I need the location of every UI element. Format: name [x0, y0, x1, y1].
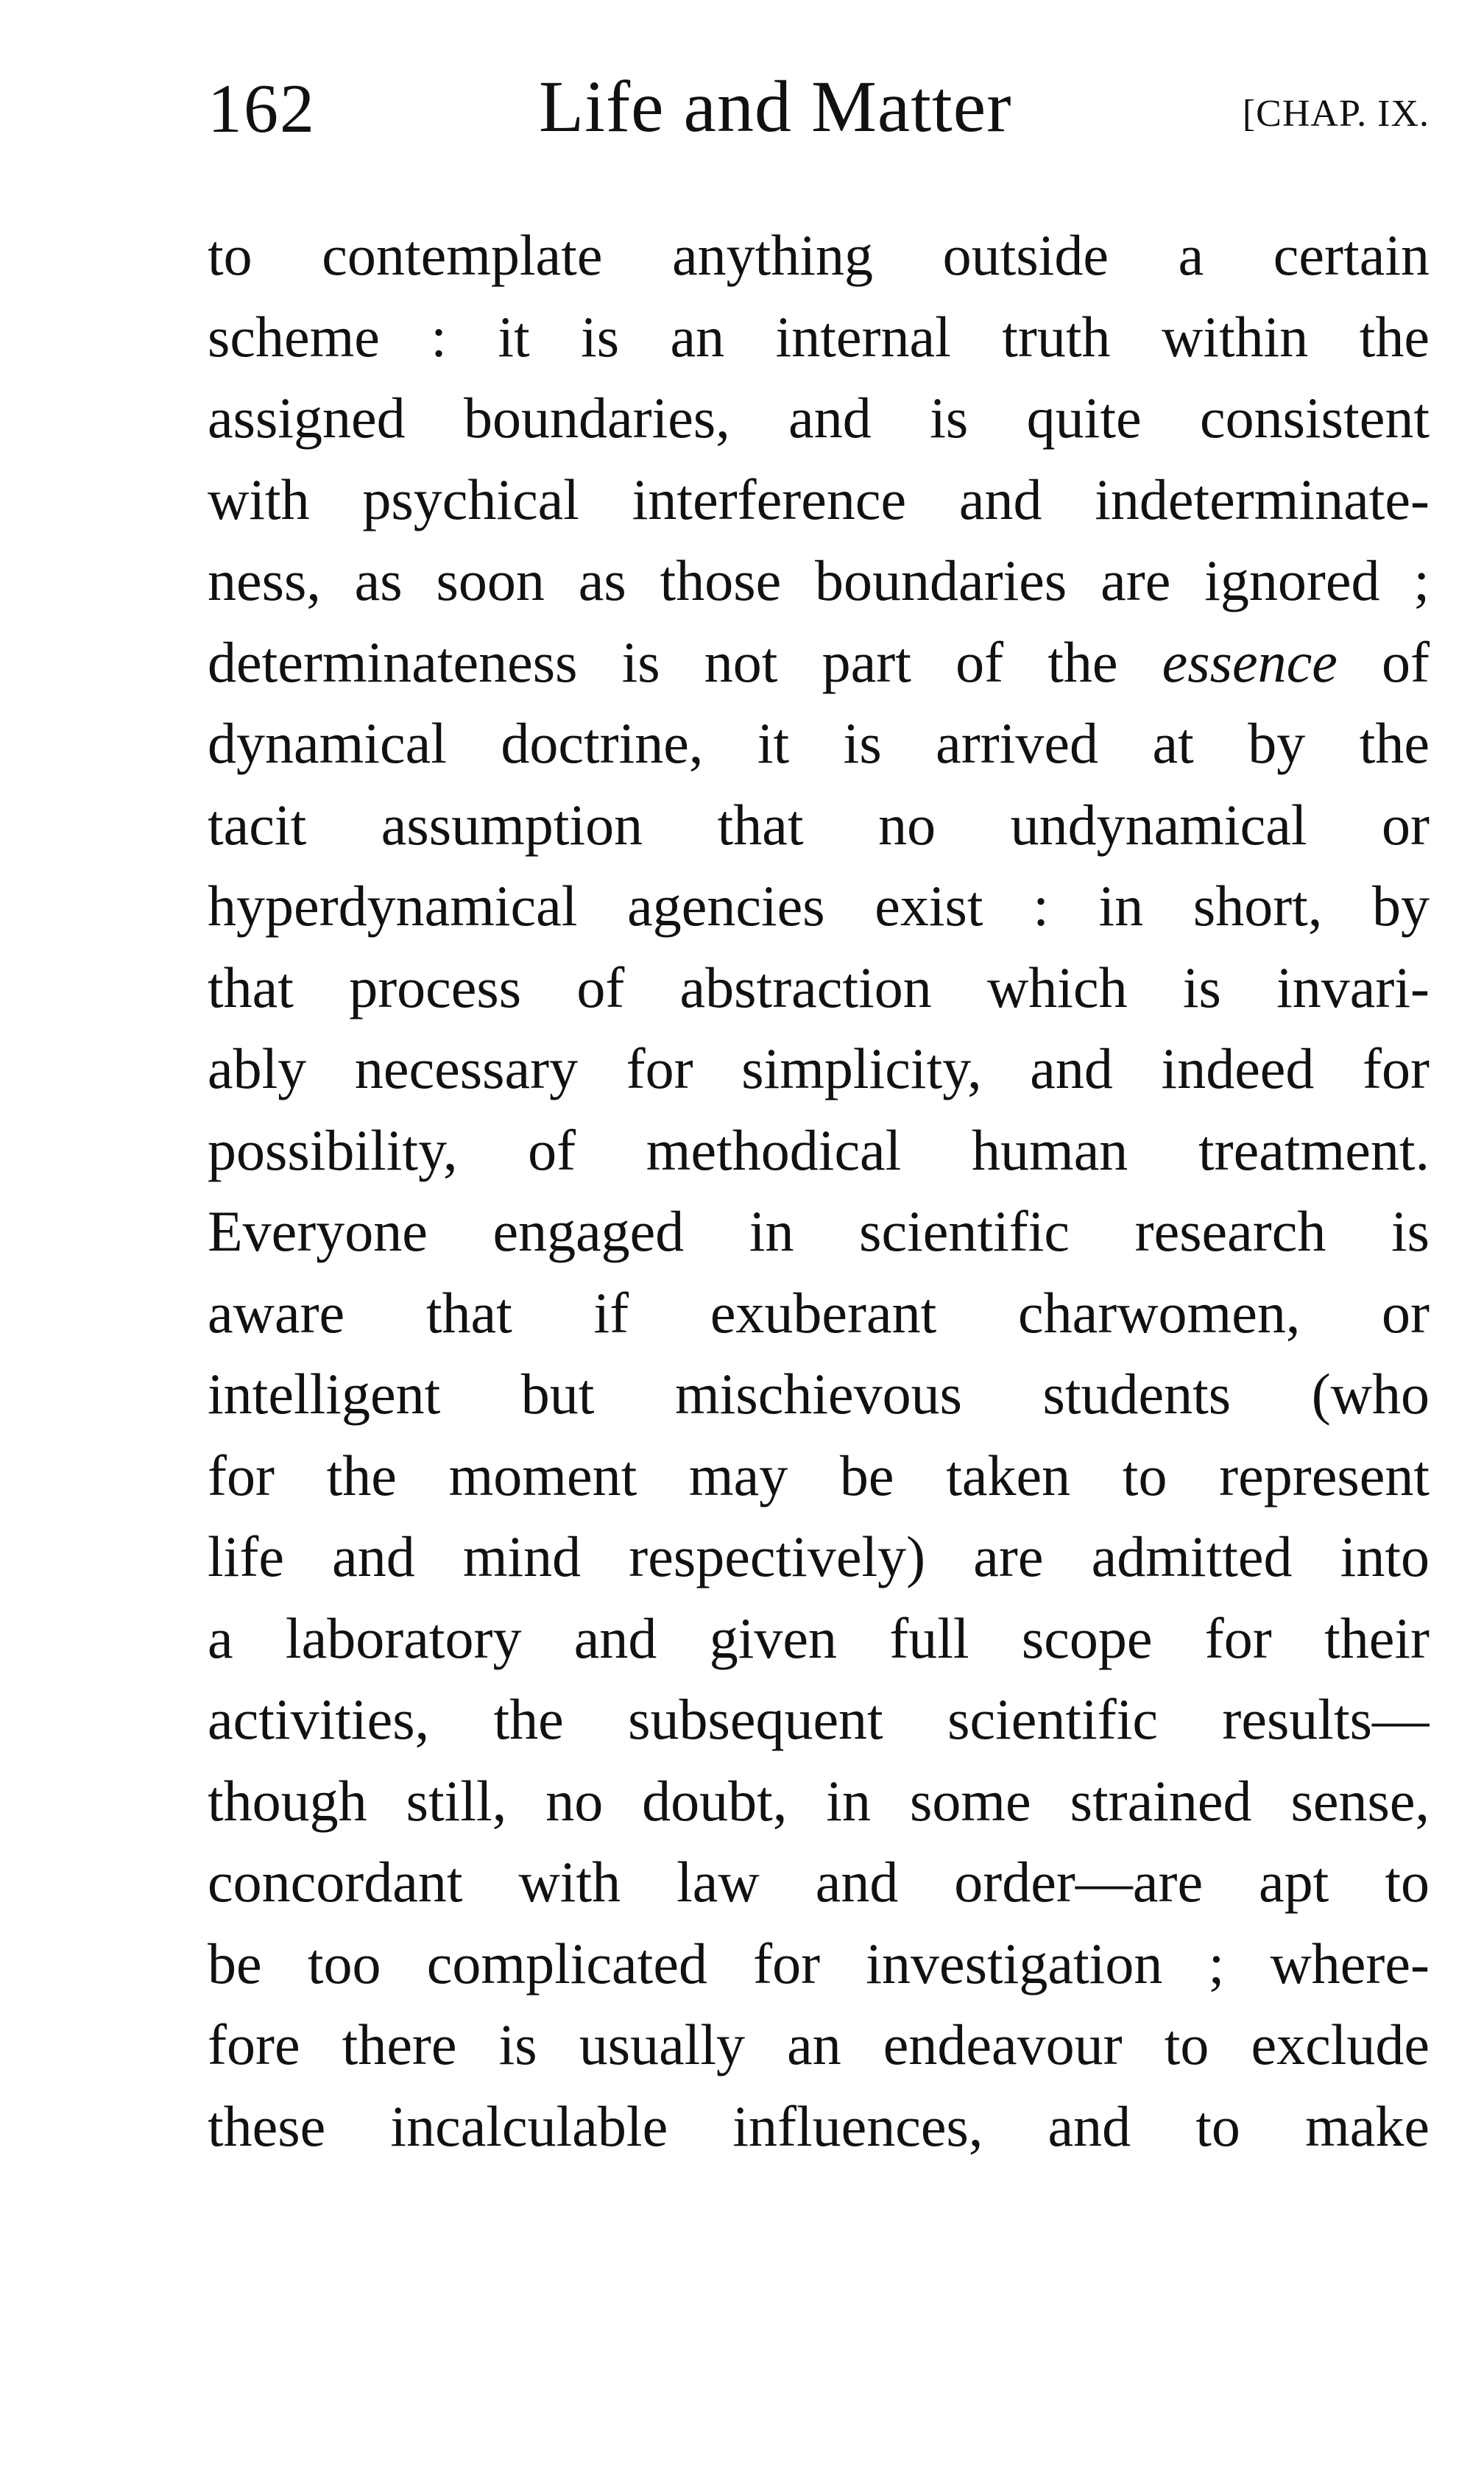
running-title: Life and Matter: [539, 66, 1012, 147]
text-line-before: determinateness is not part of the: [208, 629, 1162, 694]
page-number: 162: [208, 71, 316, 147]
text-line: with psychical interference and indeterminate-: [208, 467, 1430, 531]
text-line: a laboratory and given full scope for their: [208, 1605, 1430, 1670]
text-line: that process of abstraction which is invari-: [208, 955, 1430, 1019]
text-line: these incalculable influences, and to make: [208, 2093, 1430, 2158]
text-line: activities, the subsequent scientific results—: [208, 1687, 1430, 1751]
text-line: life and mind respectively) are admitted into: [208, 1524, 1430, 1588]
text-line: assigned boundaries, and is quite consistent: [208, 386, 1430, 450]
text-line: ably necessary for simplicity, and indeed for: [208, 1036, 1430, 1100]
text-line: possibility, of methodical human treatment.: [208, 1117, 1430, 1182]
text-line: dynamical doctrine, it is arrived at by the: [208, 711, 1430, 775]
text-line: tacit assumption that no undynamical or: [208, 792, 1430, 857]
text-line: be too complicated for investigation ; where-: [208, 1931, 1430, 1996]
text-line-after: of: [1337, 629, 1430, 694]
text-line: aware that if exuberant charwomen, or: [208, 1280, 1430, 1345]
text-line: though still, no doubt, in some strained sense,: [208, 1768, 1430, 1833]
text-line: scheme : it is an internal truth within the: [208, 304, 1430, 369]
text-line: concordant with law and order—are apt to: [208, 1850, 1430, 1914]
chapter-reference: [CHAP. IX.: [1242, 93, 1430, 135]
text-line: hyperdynamical agencies exist : in short, by: [208, 874, 1430, 938]
text-line: Everyone engaged in scientific research is: [208, 1199, 1430, 1263]
text-line: for the moment may be taken to represent: [208, 1443, 1430, 1508]
text-line: [208, 622, 1430, 704]
italic-word-essence: essence: [1162, 629, 1338, 694]
text-line: ness, as soon as those boundaries are ignored ;: [208, 548, 1430, 612]
body-text: [208, 215, 1430, 2167]
text-line: fore there is usually an endeavour to exclude: [208, 2012, 1430, 2077]
page-header: [208, 66, 1430, 155]
text-line: intelligent but mischievous students (who: [208, 1362, 1430, 1426]
text-line: to contemplate anything outside a certain: [208, 223, 1430, 287]
